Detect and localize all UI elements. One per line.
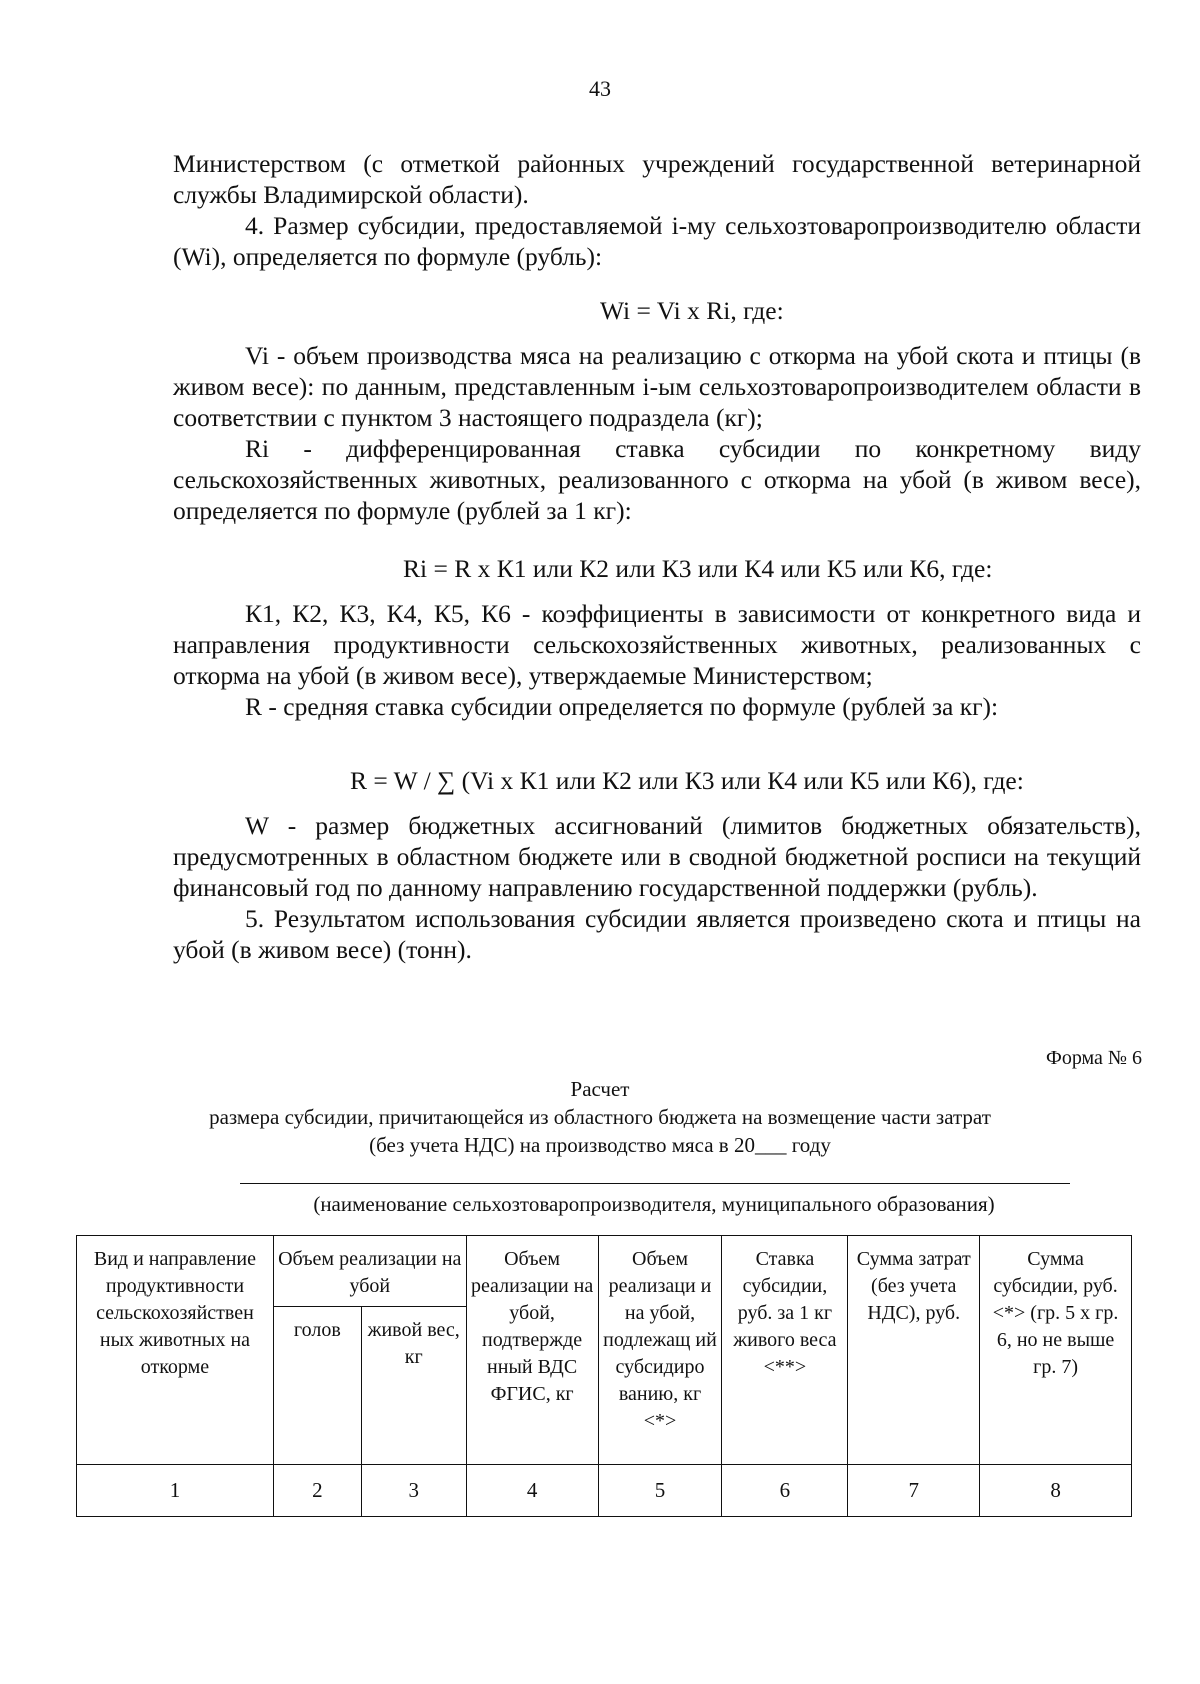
column-number: 1 [77,1465,274,1517]
body-text-upper [173,148,1141,272]
paragraph-ministry: Министерством (с отметкой районных учреждений государственной ветеринарной службы Владимирской области). [173,149,1141,209]
header-live-weight: живой вес, кг [361,1307,466,1465]
paragraph-item-5: 5. Результатом использования субсидии является произведено скота и птицы на убой (в живом весе) (тонн). [173,904,1141,964]
column-number: 5 [598,1465,722,1517]
formula-wi-text: Wi = Vi х Ri, где: [600,296,784,325]
paragraph-r: R - средняя ставка субсидии определяется по формуле (рублей за кг): [245,692,999,721]
header-subsidy-sum: Сумма субсидии, руб. <*> (гр. 5 х гр. 6, но не выше гр. 7) [980,1236,1132,1465]
form-caption: (наименование сельхозтоваропроизводителя, муниципального образования) [313,1192,995,1216]
header-heads: голов [273,1307,361,1465]
column-number: 4 [466,1465,598,1517]
paragraph-item-4: 4. Размер субсидии, предоставляемой i-му сельхозтоваропроизводителю области (Wi), определяется по формуле (рубль): [173,211,1141,271]
header-subsidy-rate: Ставка субсидии, руб. за 1 кг живого веса <**> [722,1236,848,1465]
header-sales-volume: Объем реализации на убой [273,1236,466,1307]
header-animal-type: Вид и направление продуктивности сельскохозяйствен ных животных на откорме [77,1236,274,1465]
form-title: Расчет [570,1077,630,1101]
page-number: 43 [589,76,611,101]
body-text-lower [173,810,1141,965]
paragraph-coefficients: К1, К2, К3, К4, К5, К6 - коэффициенты в зависимости от конкретного вида и направления продуктивности сельскохозяйственных животных, реализованных с откорма на убой (в живом весе), утверждаемые Министерством; [173,599,1141,690]
form-subtitle-line2: (без учета НДС) на производство мяса в 20___ году [369,1133,831,1157]
form-number-label: Форма № 6 [1046,1047,1142,1069]
formula-r-text: R = W / ∑ (Vi х К1 или К2 или К3 или К4 или К5 или К6), где: [350,766,1024,795]
body-text-coefficients [173,598,1141,722]
paragraph-w: W - размер бюджетных ассигнований (лимитов бюджетных обязательств), предусмотренных в областном бюджете или в сводной бюджетной росписи на текущий финансовый год по данному направлению государственной поддержки (рубль). [173,811,1141,902]
formula-ri-text: Ri = R х К1 или К2 или К3 или К4 или К5 или К6, где: [403,554,993,583]
formula-r [350,766,1024,796]
formula-ri [403,554,992,584]
body-text-middle [173,340,1141,526]
column-number: 6 [722,1465,848,1517]
fill-in-line [240,1183,1070,1184]
column-number: 2 [273,1465,361,1517]
table-header-row [77,1236,1132,1307]
table-column-numbers-row [77,1465,1132,1517]
formula-wi [600,296,784,326]
header-cost-sum: Сумма затрат (без учета НДС), руб. [848,1236,980,1465]
column-number: 7 [848,1465,980,1517]
calculation-table [76,1235,1132,1517]
column-number: 3 [361,1465,466,1517]
paragraph-vi: Vi - объем производства мяса на реализацию с откорма на убой скота и птицы (в живом весе): по данным, представленным i-ым сельхозтоваропроизводителем области в соответствии с пунктом 3 настоящего подраздела (кг); [173,341,1141,432]
paragraph-ri: Ri - дифференцированная ставка субсидии по конкретному виду сельскохозяйственных животных, реализованного с откорма на убой (в живом весе), определяется по формуле (рублей за 1 кг): [173,434,1141,525]
form-subtitle-line1: размера субсидии, причитающейся из областного бюджета на возмещение части затрат [209,1105,991,1129]
column-number: 8 [980,1465,1132,1517]
header-subsidized-volume: Объем реализаци и на убой, подлежащ ий субсидиро ванию, кг <*> [598,1236,722,1465]
header-confirmed-volume: Объем реализации на убой, подтвержде нный ВДС ФГИС, кг [466,1236,598,1465]
